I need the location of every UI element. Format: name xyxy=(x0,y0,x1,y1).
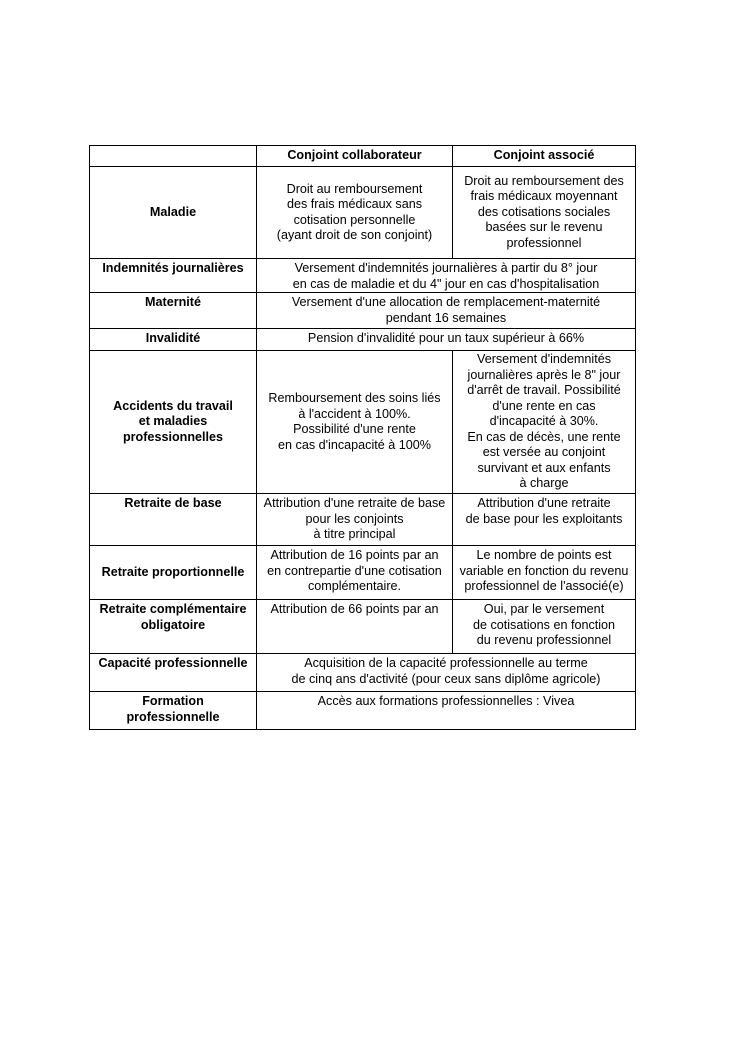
comparison-table xyxy=(89,145,636,730)
row-label-capacite: Capacité professionnelle xyxy=(90,654,257,692)
table-row xyxy=(90,600,636,654)
header-conjoint-associe: Conjoint associé xyxy=(453,146,636,167)
cell-retraite-proportionnelle-collaborateur: Attribution de 16 points par an en contrepartie d'une cotisation complémentaire. xyxy=(257,546,453,600)
table-row xyxy=(90,329,636,351)
table-row xyxy=(90,259,636,293)
header-conjoint-collaborateur: Conjoint collaborateur xyxy=(257,146,453,167)
row-label-maladie: Maladie xyxy=(90,167,257,259)
table-row xyxy=(90,546,636,600)
row-label-indemnites: Indemnités journalières xyxy=(90,259,257,293)
row-label-maternite: Maternité xyxy=(90,293,257,329)
table-row xyxy=(90,293,636,329)
cell-invalidite-both: Pension d'invalidité pour un taux supérieur à 66% xyxy=(257,329,636,351)
cell-retraite-complementaire-associe: Oui, par le versement de cotisations en fonction du revenu professionnel xyxy=(453,600,636,654)
row-label-accidents: Accidents du travail et maladies professionnelles xyxy=(90,351,257,494)
header-row xyxy=(90,146,636,167)
row-label-retraite-base: Retraite de base xyxy=(90,494,257,546)
table-row xyxy=(90,494,636,546)
table-row xyxy=(90,654,636,692)
cell-capacite-both: Acquisition de la capacité professionnelle au terme de cinq ans d'activité (pour ceux sans diplôme agricole) xyxy=(257,654,636,692)
cell-formation-both: Accès aux formations professionnelles : Vivea xyxy=(257,692,636,730)
cell-accidents-collaborateur: Remboursement des soins liés à l'accident à 100%. Possibilité d'une rente en cas d'incapacité à 100% xyxy=(257,351,453,494)
table-row xyxy=(90,351,636,494)
cell-retraite-base-associe: Attribution d'une retraite de base pour les exploitants xyxy=(453,494,636,546)
row-label-retraite-proportionnelle: Retraite proportionnelle xyxy=(90,546,257,600)
header-empty-cell xyxy=(90,146,257,167)
row-label-formation: Formation professionnelle xyxy=(90,692,257,730)
cell-maladie-associe: Droit au remboursement des frais médicaux moyennant des cotisations sociales basées sur le revenu professionnel xyxy=(453,167,636,259)
cell-accidents-associe: Versement d'indemnités journalières après le 8" jour d'arrêt de travail. Possibilité d'une rente en cas d'incapacité à 30%. En cas de décès, une rente est versée au conjoint survivant et aux enfants à charge xyxy=(453,351,636,494)
table-row xyxy=(90,692,636,730)
cell-maternite-both: Versement d'une allocation de remplacement-maternité pendant 16 semaines xyxy=(257,293,636,329)
cell-retraite-proportionnelle-associe: Le nombre de points est variable en fonction du revenu professionnel de l'associé(e) xyxy=(453,546,636,600)
cell-retraite-base-collaborateur: Attribution d'une retraite de base pour les conjoints à titre principal xyxy=(257,494,453,546)
row-label-retraite-complementaire: Retraite complémentaire obligatoire xyxy=(90,600,257,654)
table-row xyxy=(90,167,636,259)
cell-retraite-complementaire-collaborateur: Attribution de 66 points par an xyxy=(257,600,453,654)
row-label-invalidite: Invalidité xyxy=(90,329,257,351)
cell-maladie-collaborateur: Droit au remboursement des frais médicaux sans cotisation personnelle (ayant droit de son conjoint) xyxy=(257,167,453,259)
cell-indemnites-both: Versement d'indemnités journalières à partir du 8° jour en cas de maladie et du 4" jour en cas d'hospitalisation xyxy=(257,259,636,293)
